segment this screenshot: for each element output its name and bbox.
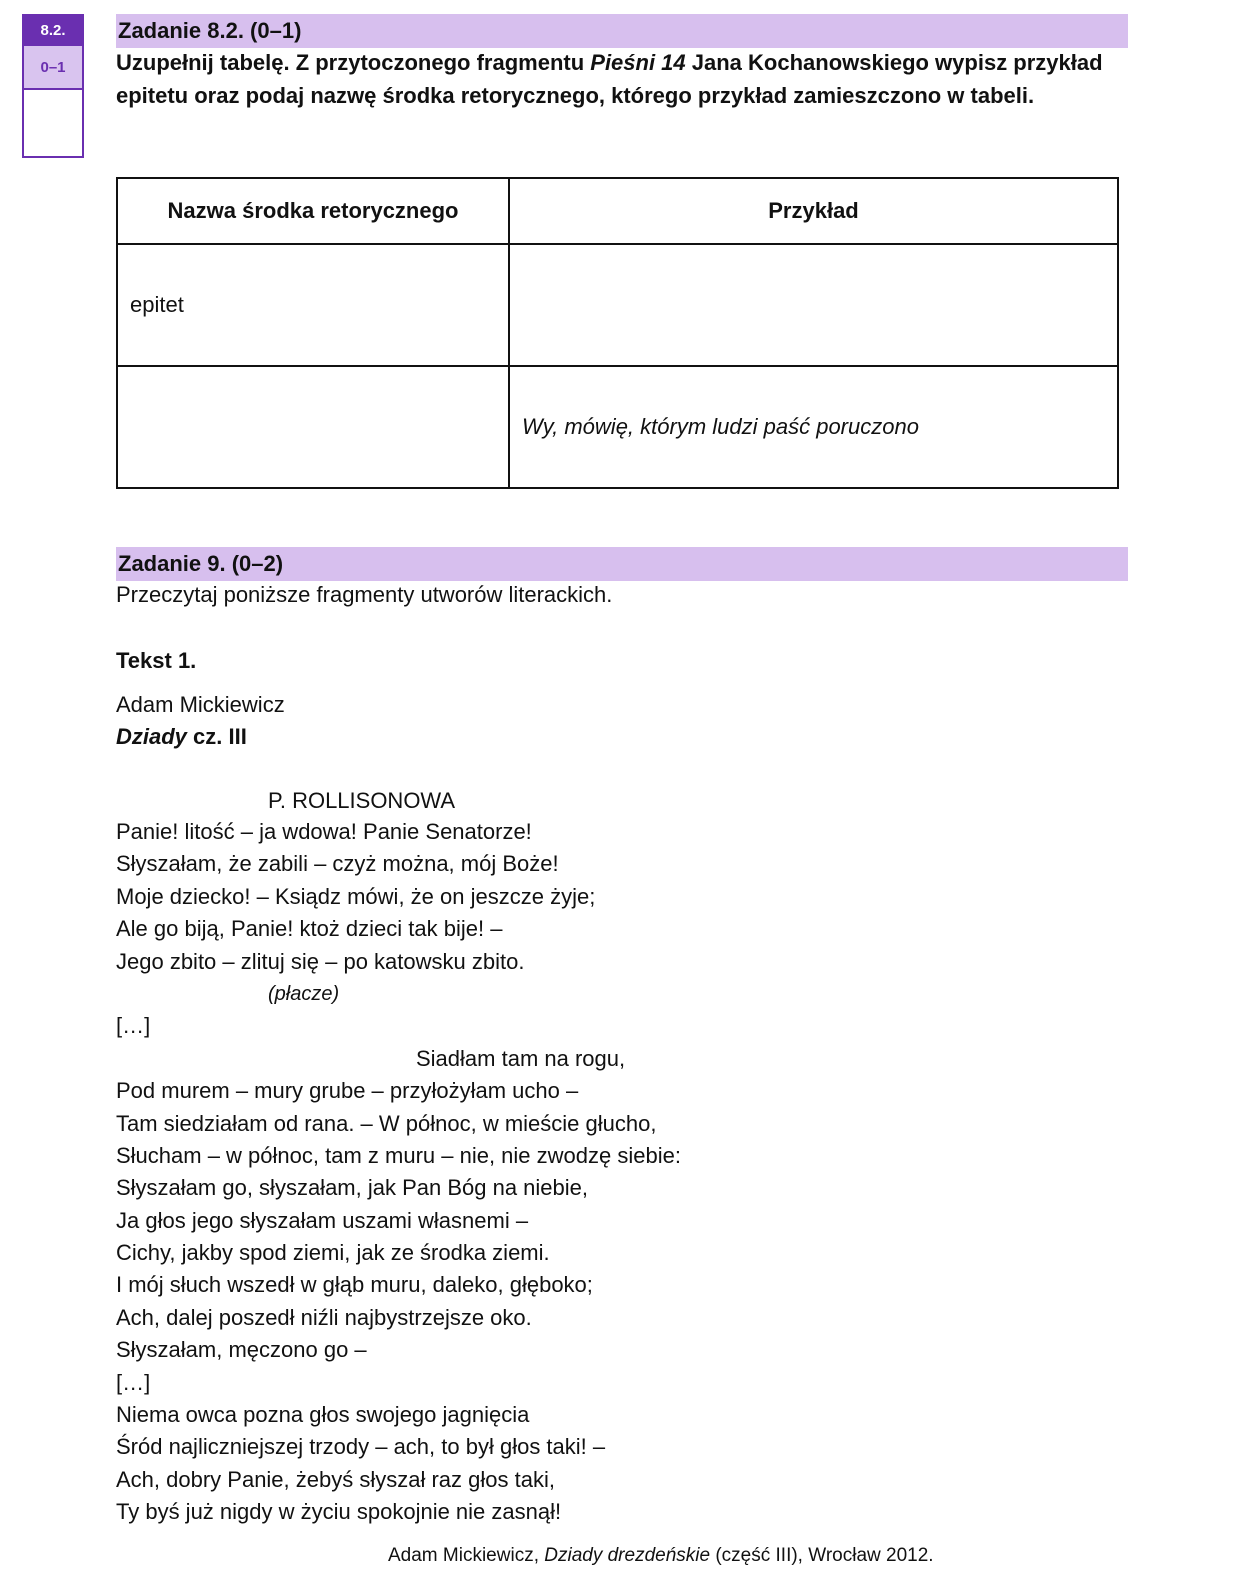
poem-line: Tam siedziałam od rana. – W północ, w mieście głucho, xyxy=(116,1110,657,1136)
answer-cell-example[interactable] xyxy=(509,244,1118,366)
poem-line: Pod murem – mury grube – przyłożyłam ucho – xyxy=(116,1078,579,1104)
answer-cell-name[interactable] xyxy=(117,366,509,488)
poem-line: Słucham – w północ, tam z muru – nie, nie zwodzę siebie: xyxy=(116,1142,681,1168)
poem-line: Śród najliczniejszej trzody – ach, to był głos taki! – xyxy=(116,1434,606,1460)
instruction-italic: Pieśni 14 xyxy=(590,50,686,75)
source-citation xyxy=(388,1545,934,1567)
cell-name: epitet xyxy=(117,244,509,366)
instruction-text-a: Uzupełnij tabelę. Z przytoczonego fragmentu xyxy=(116,50,591,75)
text-label: Tekst 1. xyxy=(116,648,197,673)
poem-line: I mój słuch wszedł w głąb muru, daleko, głęboko; xyxy=(116,1272,593,1298)
score-entry-field[interactable] xyxy=(24,90,82,156)
header-name: Nazwa środka retorycznego xyxy=(117,178,509,244)
task-9-intro: Przeczytaj poniższe fragmenty utworów literackich. xyxy=(116,582,613,607)
poem-line: Jego zbito – zlituj się – po katowsku zbito. xyxy=(116,948,525,974)
poem-line: Siadłam tam na rogu, xyxy=(416,1045,626,1071)
source-italic: Dziady drezdeńskie xyxy=(544,1545,711,1566)
cell-example: Wy, mówię, którym ludzi paść poruczono xyxy=(509,366,1118,488)
poem-line: Ale go biją, Panie! ktoż dzieci tak bije! – xyxy=(116,916,503,942)
poem-line: Cichy, jakby spod ziemi, jak ze środka ziemi. xyxy=(116,1240,550,1266)
work-part: cz. III xyxy=(186,724,247,749)
table-header-row xyxy=(117,178,1118,244)
task-8-2-title: Zadanie 8.2. (0–1) xyxy=(116,14,1128,48)
poem-line: Moje dziecko! – Ksiądz mówi, że on jeszcze żyje; xyxy=(116,883,596,909)
poem-line: Ach, dobry Panie, żebyś słyszał raz głos taki, xyxy=(116,1466,555,1492)
poem-line: […] xyxy=(116,1369,151,1395)
task-number: 8.2. xyxy=(24,16,82,46)
score-box xyxy=(22,14,84,158)
table-row xyxy=(117,244,1118,366)
poem-line: Panie! litość – ja wdowa! Panie Senatorze! xyxy=(116,819,532,844)
poem-line: Ty byś już nigdy w życiu spokojnie nie zasnął! xyxy=(116,1499,562,1525)
source-text-b: (część III), Wrocław 2012. xyxy=(710,1545,934,1566)
author: Adam Mickiewicz xyxy=(116,692,285,717)
poem-line: Słyszałam, że zabili – czyż można, mój Boże! xyxy=(116,851,559,877)
task-8-2-instruction xyxy=(116,46,1126,112)
poem-line: Ach, dalej poszedł niźli najbystrzejsze oko. xyxy=(116,1304,532,1330)
task-points: 0–1 xyxy=(24,46,82,90)
table-row xyxy=(117,366,1118,488)
header-example: Przykład xyxy=(509,178,1118,244)
poem-line: Ja głos jego słyszałam uszami własnemi – xyxy=(116,1207,529,1233)
poem-line: […] xyxy=(116,1013,151,1039)
instruction-text-b: Jana Kochanowskiego wypisz przykład epitetu oraz podaj nazwę środka retorycznego, którego przykład zamieszczono w tabeli. xyxy=(116,50,1103,108)
poem-line: Słyszałam go, słyszałam, jak Pan Bóg na niebie, xyxy=(116,1175,589,1201)
speaker: P. ROLLISONOWA xyxy=(268,788,456,813)
poem-line: Słyszałam, męczono go – xyxy=(116,1337,367,1363)
stage-direction: (płacze) xyxy=(268,982,340,1005)
poem xyxy=(116,816,681,1529)
poem-line: Niema owca pozna głos swojego jagnięcia xyxy=(116,1402,530,1428)
work-title xyxy=(116,724,247,750)
source-text-a: Adam Mickiewicz, xyxy=(388,1545,545,1566)
rhetoric-table xyxy=(116,177,1119,489)
task-9-title: Zadanie 9. (0–2) xyxy=(116,547,1128,581)
work-title-italic: Dziady xyxy=(116,724,187,749)
